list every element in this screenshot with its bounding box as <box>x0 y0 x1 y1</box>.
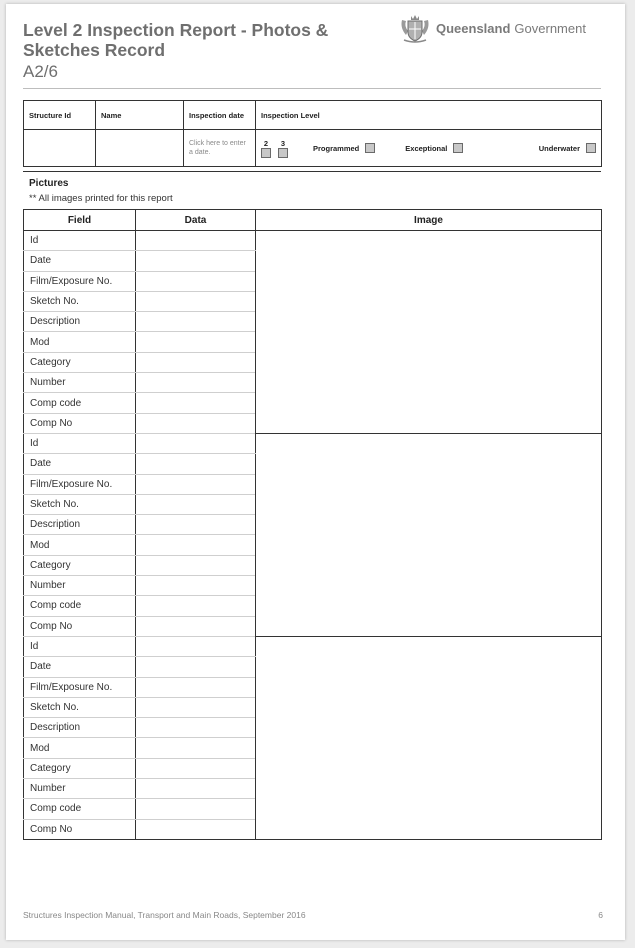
data-cell[interactable] <box>136 251 256 271</box>
field-label: Description <box>24 312 136 332</box>
underwater-option <box>539 143 596 153</box>
data-cell[interactable] <box>136 454 256 474</box>
qld-crest-icon <box>398 11 432 45</box>
data-cell[interactable] <box>136 697 256 717</box>
data-cell[interactable] <box>136 738 256 758</box>
data-cell[interactable] <box>136 393 256 413</box>
structure-id-label: Structure Id <box>24 101 96 130</box>
image-cell[interactable] <box>256 433 602 636</box>
data-cell[interactable] <box>136 433 256 453</box>
data-cell[interactable] <box>136 799 256 819</box>
data-cell[interactable] <box>136 718 256 738</box>
data-column-header: Data <box>136 210 256 231</box>
name-field[interactable] <box>96 130 184 167</box>
field-label: Sketch No. <box>24 697 136 717</box>
qld-government-logo <box>398 10 586 46</box>
field-label: Comp code <box>24 799 136 819</box>
pictures-note: ** All images printed for this report <box>29 193 173 204</box>
field-label: Date <box>24 251 136 271</box>
level-2-checkbox[interactable] <box>261 148 271 158</box>
document-page <box>6 4 625 940</box>
page-number: 6 <box>598 910 603 920</box>
data-cell[interactable] <box>136 596 256 616</box>
field-label: Date <box>24 454 136 474</box>
data-cell[interactable] <box>136 758 256 778</box>
field-label: Date <box>24 657 136 677</box>
programmed-label: Programmed <box>313 143 360 153</box>
data-cell[interactable] <box>136 231 256 251</box>
data-cell[interactable] <box>136 373 256 393</box>
field-column-header: Field <box>24 210 136 231</box>
data-cell[interactable] <box>136 352 256 372</box>
level-2-label: 2 <box>263 138 269 148</box>
data-cell[interactable] <box>136 312 256 332</box>
image-cell[interactable] <box>256 636 602 839</box>
header-divider <box>23 171 601 172</box>
field-label: Id <box>24 231 136 251</box>
field-label: Category <box>24 352 136 372</box>
field-label: Number <box>24 779 136 799</box>
form-code: A2/6 <box>23 62 58 81</box>
image-cell[interactable] <box>256 231 602 434</box>
underwater-checkbox[interactable] <box>586 143 596 153</box>
underwater-label: Underwater <box>538 143 580 153</box>
field-label: Film/Exposure No. <box>24 677 136 697</box>
field-label: Sketch No. <box>24 291 136 311</box>
field-label: Description <box>24 515 136 535</box>
table-row <box>24 433 602 453</box>
exceptional-label: Exceptional <box>405 143 448 153</box>
field-label: Mod <box>24 535 136 555</box>
data-cell[interactable] <box>136 413 256 433</box>
data-cell[interactable] <box>136 819 256 839</box>
field-label: Category <box>24 555 136 575</box>
structure-id-field[interactable] <box>24 130 96 167</box>
page-title: Level 2 Inspection Report - Photos & Sketches Record <box>23 20 329 60</box>
inspection-level-label: Inspection Level <box>256 101 602 130</box>
data-cell[interactable] <box>136 332 256 352</box>
logo-suffix: Government <box>514 20 586 36</box>
data-cell[interactable] <box>136 677 256 697</box>
field-label: Sketch No. <box>24 494 136 514</box>
field-label: Number <box>24 576 136 596</box>
data-cell[interactable] <box>136 535 256 555</box>
pictures-table-body <box>24 231 602 840</box>
level-3-checkbox[interactable] <box>278 148 288 158</box>
data-cell[interactable] <box>136 494 256 514</box>
image-column-header: Image <box>256 210 602 231</box>
field-label: Film/Exposure No. <box>24 271 136 291</box>
data-cell[interactable] <box>136 555 256 575</box>
pictures-table <box>23 209 602 840</box>
inspection-date-picker[interactable]: Click here to enter a date. <box>184 130 256 167</box>
inspection-level-cell <box>256 130 602 167</box>
structure-header-table <box>23 100 602 167</box>
exceptional-option <box>405 143 463 153</box>
data-cell[interactable] <box>136 616 256 636</box>
field-label: Comp No <box>24 819 136 839</box>
field-label: Comp No <box>24 616 136 636</box>
field-label: Mod <box>24 738 136 758</box>
logo-name: Queensland <box>436 20 511 36</box>
programmed-checkbox[interactable] <box>365 143 375 153</box>
field-label: Category <box>24 758 136 778</box>
pictures-heading: Pictures <box>29 178 69 189</box>
data-cell[interactable] <box>136 474 256 494</box>
field-label: Film/Exposure No. <box>24 474 136 494</box>
data-cell[interactable] <box>136 779 256 799</box>
table-row <box>24 231 602 251</box>
data-cell[interactable] <box>136 291 256 311</box>
level-2-option <box>261 139 271 158</box>
title-divider <box>23 88 601 89</box>
field-label: Description <box>24 718 136 738</box>
exceptional-checkbox[interactable] <box>453 143 463 153</box>
field-label: Comp code <box>24 596 136 616</box>
programmed-option <box>313 143 375 153</box>
level-3-label: 3 <box>280 138 286 148</box>
data-cell[interactable] <box>136 576 256 596</box>
data-cell[interactable] <box>136 636 256 656</box>
field-label: Number <box>24 373 136 393</box>
footer-text: Structures Inspection Manual, Transport and Main Roads, September 2016 <box>23 910 306 920</box>
level-3-option <box>278 139 288 158</box>
name-label: Name <box>96 101 184 130</box>
table-row <box>24 636 602 656</box>
field-label: Id <box>24 636 136 656</box>
inspection-date-label: Inspection date <box>184 101 256 130</box>
data-cell[interactable] <box>136 515 256 535</box>
data-cell[interactable] <box>136 271 256 291</box>
data-cell[interactable] <box>136 657 256 677</box>
field-label: Comp code <box>24 393 136 413</box>
field-label: Id <box>24 433 136 453</box>
field-label: Comp No <box>24 413 136 433</box>
field-label: Mod <box>24 332 136 352</box>
